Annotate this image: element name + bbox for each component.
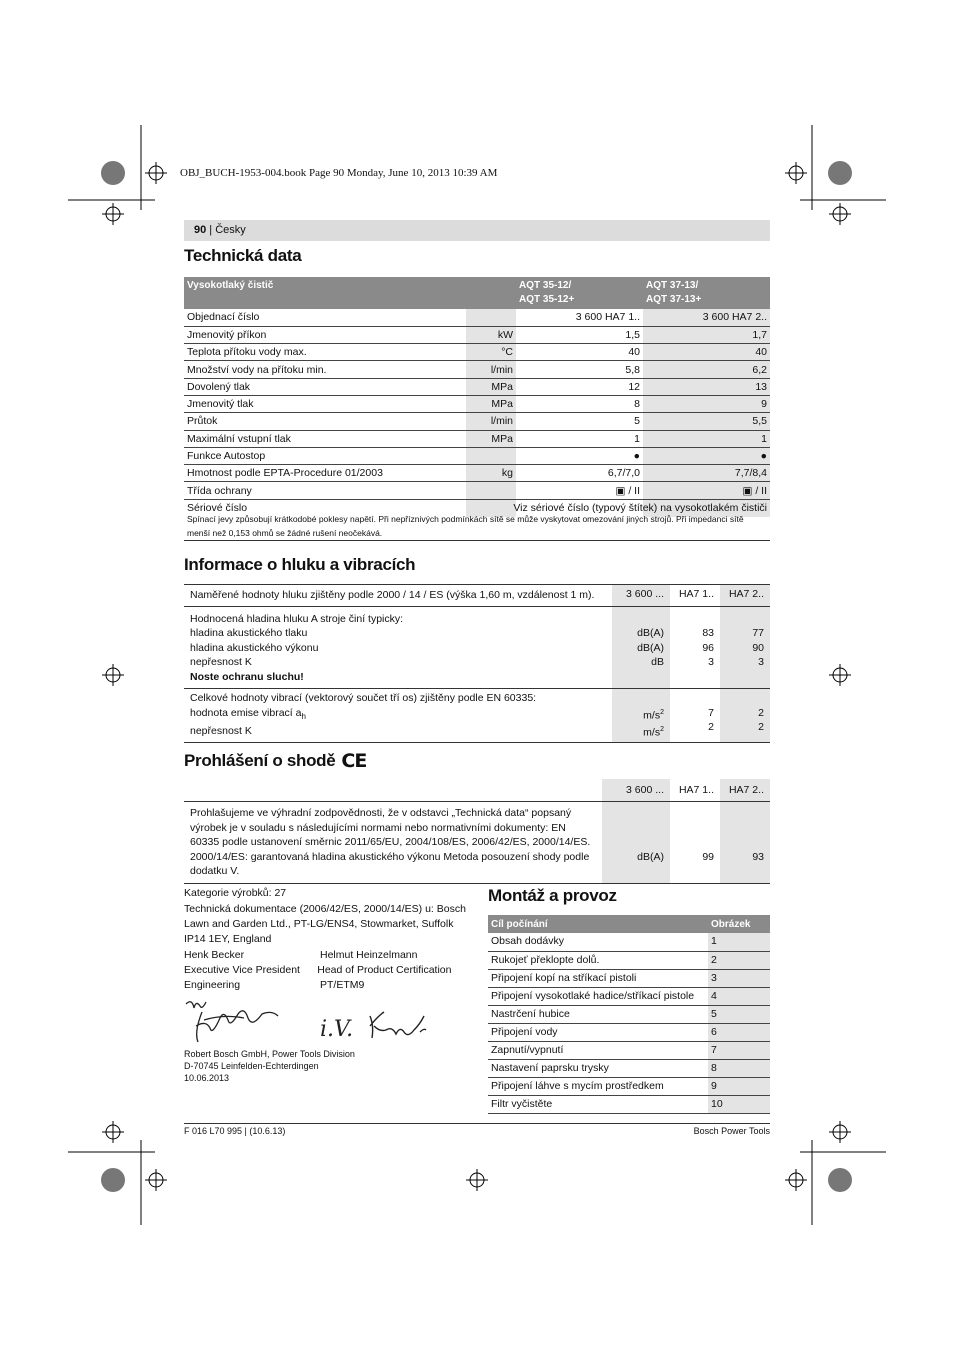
tech-row (184, 378, 770, 395)
noise-head: Naměřené hodnoty hluku zjištěny podle 2000 / 14 / ES (výška 1,60 m, vzdálenost 1 m). (190, 589, 595, 601)
tech-row (184, 326, 770, 343)
montaz-row (488, 987, 770, 1005)
tech-row (184, 482, 770, 499)
signatory-2-name: Helmut Heinzelmann (320, 949, 418, 961)
divider (184, 540, 770, 541)
noise-unit: dB(A) (637, 627, 664, 639)
signatory-2-dept: PT/ETM9 (320, 979, 365, 991)
noise-value: 83 (702, 627, 714, 639)
vib-line: hodnota emise vibrací a (190, 706, 302, 719)
vib-sup: 2 (660, 708, 664, 716)
montaz-row-figure: 2 (708, 951, 770, 969)
noise-col-1: 3 600 ... (612, 585, 670, 607)
decl-date: 10.06.2013 (184, 1073, 230, 1083)
noise-col-2: HA7 1.. (678, 588, 714, 600)
tech-row-unit (466, 447, 516, 464)
noise-unit: dB(A) (637, 641, 664, 654)
hearing-warning: Noste ochranu sluchu! (190, 670, 304, 683)
vib-value: 2 (758, 721, 764, 733)
tech-row (184, 344, 770, 361)
decl-unit: dB(A) (602, 802, 670, 884)
serial-value: Viz sériové číslo (typový štítek) na vysokotlakém čističi (466, 499, 770, 516)
tech-row-label: Dovolený tlak (184, 378, 466, 395)
tech-row-value-1: 6,7/7,0 (516, 465, 643, 482)
tech-row-label: Teplota přítoku vody max. (184, 344, 466, 361)
tech-row-unit: °C (466, 344, 516, 361)
montaz-title: Montáž a provoz (488, 886, 617, 905)
tech-row-unit (466, 482, 516, 499)
montaz-row (488, 1095, 770, 1113)
tech-row-value-1: 12 (516, 378, 643, 395)
ce-mark-icon: CE (341, 750, 367, 772)
tech-row-unit: kg (466, 465, 516, 482)
tech-row-label: Jmenovitý tlak (184, 395, 466, 412)
signatory-1-dept: Engineering (184, 979, 241, 991)
tech-row-value-2: 40 (643, 344, 770, 361)
tech-docs: Technická dokumentace (2006/42/ES, 2000/14/ES) u: Bosch Lawn and Garden Ltd., PT-LG/ENS4, Stowmarket, Suffolk IP14 1EY, England (184, 903, 466, 945)
signatory-1-name: Henk Becker (184, 949, 245, 961)
tech-row (184, 309, 770, 326)
tech-row (184, 361, 770, 378)
tech-row-value-1: 8 (516, 395, 643, 412)
montaz-row (488, 1059, 770, 1077)
addr-line: Robert Bosch GmbH, Power Tools Division (184, 1049, 355, 1059)
tech-row-value-2: 1,7 (643, 326, 770, 343)
tech-row-value-2: 3 600 HA7 2.. (643, 309, 770, 326)
montaz-row (488, 1023, 770, 1041)
tech-row-value-2: 5,5 (643, 413, 770, 430)
vib-line: Celkové hodnoty vibrací (vektorový součet tří os) zjištěny podle EN 60335: (190, 692, 537, 704)
tech-row-value-1: 5 (516, 413, 643, 430)
signatures-image (184, 998, 454, 1046)
tech-row-value-2: 6,2 (643, 361, 770, 378)
tech-row (184, 447, 770, 464)
page-number: 90 (194, 224, 207, 236)
tech-row-label: Třída ochrany (184, 482, 466, 499)
montaz-row (488, 933, 770, 951)
noise-title: Informace o hluku a vibracích (184, 555, 416, 574)
decl-col-1: 3 600 ... (602, 779, 670, 802)
tech-row-label: Množství vody na přítoku min. (184, 361, 466, 378)
tech-row-unit: kW (466, 326, 516, 343)
noise-value: 77 (752, 627, 764, 639)
montaz-row-label: Připojení láhve s mycím prostředkem (488, 1077, 708, 1095)
montaz-row-label: Zapnutí/vypnutí (488, 1041, 708, 1059)
montaz-row-label: Rukojeť překlopte dolů. (488, 951, 708, 969)
montaz-row-figure: 5 (708, 1005, 770, 1023)
montaz-row-label: Připojení vysokotlaké hadice/stříkací pistole (488, 987, 708, 1005)
addr-line: D-70745 Leinfelden-Echterdingen (184, 1061, 319, 1071)
tech-row-unit: MPa (466, 395, 516, 412)
montaz-row-figure: 7 (708, 1041, 770, 1059)
noise-unit: dB (651, 656, 664, 668)
montaz-row-figure: 8 (708, 1059, 770, 1077)
montaz-row-label: Připojení vody (488, 1023, 708, 1041)
montaz-row-figure: 10 (708, 1095, 770, 1113)
tech-row (184, 413, 770, 430)
declaration-details (184, 886, 474, 993)
tech-row-unit: MPa (466, 430, 516, 447)
noise-value: 3 (758, 656, 764, 668)
montaz-row (488, 1041, 770, 1059)
tech-row-value-2: ● (643, 447, 770, 464)
tech-row (184, 430, 770, 447)
montaz-row-label: Nastavení paprsku trysky (488, 1059, 708, 1077)
decl-value: 93 (720, 802, 770, 884)
montaz-row-label: Nastrčení hubice (488, 1005, 708, 1023)
montaz-row-label: Obsah dodávky (488, 933, 708, 951)
tech-row-unit: MPa (466, 378, 516, 395)
vib-value: 2 (758, 706, 764, 719)
montaz-row (488, 951, 770, 969)
tech-row (184, 395, 770, 412)
footer-doc-code: F 016 L70 995 | (10.6.13) (184, 1126, 286, 1136)
montaz-row-figure: 3 (708, 969, 770, 987)
language-label: Česky (215, 224, 246, 236)
footer-brand: Bosch Power Tools (693, 1126, 770, 1136)
vib-unit: m/s (643, 709, 661, 721)
decl-heading (184, 750, 366, 772)
montaz-row (488, 1077, 770, 1095)
tech-data-title: Technická data (184, 246, 302, 265)
decl-title: Prohlášení o shodě (184, 751, 336, 770)
noise-value: 3 (708, 656, 714, 668)
montaz-row-label: Filtr vyčistěte (488, 1095, 708, 1113)
montaz-row-figure: 9 (708, 1077, 770, 1095)
tech-row-unit: l/min (466, 413, 516, 430)
tech-row-value-2: ▣ / II (643, 482, 770, 499)
company-address (184, 1048, 355, 1084)
footer-rule (184, 1123, 770, 1124)
noise-value: 96 (702, 641, 714, 654)
tech-row-value-1: 1,5 (516, 326, 643, 343)
tech-row-value-1: 1 (516, 430, 643, 447)
print-info-line: OBJ_BUCH-1953-004.book Page 90 Monday, June 10, 2013 10:39 AM (180, 167, 498, 179)
tech-col-label: Vysokotlaký čistič (184, 277, 516, 309)
noise-line: Hodnocená hladina hluku A stroje činí typicky: (190, 612, 404, 625)
montaz-row-label: Připojení kopí na stříkací pistoli (488, 969, 708, 987)
vib-value: 2 (708, 721, 714, 733)
tech-row-value-2: 9 (643, 395, 770, 412)
page-header: 90 | Česky (184, 220, 770, 241)
montaz-row (488, 969, 770, 987)
vib-line: nepřesnost K (190, 725, 252, 738)
tech-row-value-1: ● (516, 447, 643, 464)
tech-data-table (184, 277, 770, 517)
signature-iv: i.V. (320, 1017, 354, 1042)
tech-row (184, 465, 770, 482)
tech-row-value-1: 40 (516, 344, 643, 361)
noise-table (184, 584, 770, 743)
decl-text: Prohlašujeme ve výhradní zodpovědnosti, že v odstavci „Technická data“ popsaný výrobek je v souladu s následujícími normami nebo normativními dokumenty: EN 60335 podle ustanovení směrnic 2011/65/EU, 2004/108/ES, 2006/42/ES, 2000/14/ES. 2000/14/ES: garantovaná hladina akustického výkonu Metoda posouzení shody podle dodatku V. (190, 807, 591, 877)
noise-line: hladina akustického tlaku (190, 627, 308, 639)
tech-row-value-1: 5,8 (516, 361, 643, 378)
montaz-col-goal: Cíl počínání (488, 915, 708, 933)
vib-sup: 2 (660, 725, 664, 733)
tech-row-unit (466, 309, 516, 326)
noise-line: nepřesnost K (190, 656, 252, 668)
noise-col-3: HA7 2.. (720, 585, 770, 607)
signatory-2-role: Head of Product Certification (317, 964, 452, 976)
tech-row-label: Funkce Autostop (184, 447, 466, 464)
signatory-1-role: Executive Vice President (184, 964, 300, 976)
tech-row-value-2: 7,7/8,4 (643, 465, 770, 482)
tech-row-value-2: 13 (643, 378, 770, 395)
tech-model-1: AQT 35-12/ AQT 35-12+ (516, 277, 643, 309)
tech-row-label: Jmenovitý příkon (184, 326, 466, 343)
tech-row-value-1: ▣ / II (516, 482, 643, 499)
decl-value: 99 (702, 851, 714, 863)
montaz-row-figure: 1 (708, 933, 770, 951)
noise-value: 90 (752, 641, 764, 654)
tech-row-value-2: 1 (643, 430, 770, 447)
montaz-row (488, 1005, 770, 1023)
decl-col-2: HA7 1.. (678, 784, 714, 796)
montaz-row-figure: 6 (708, 1023, 770, 1041)
montaz-row-figure: 4 (708, 987, 770, 1005)
tech-row-label: Objednací číslo (184, 309, 466, 326)
montaz-table (488, 915, 770, 1114)
vib-unit: m/s (643, 726, 661, 738)
noise-line: hladina akustického výkonu (190, 641, 319, 654)
vib-value: 7 (708, 706, 714, 719)
tech-row-unit: l/min (466, 361, 516, 378)
decl-col-3: HA7 2.. (720, 779, 770, 802)
serial-label: Sériové číslo (187, 502, 248, 515)
product-category: Kategorie výrobků: 27 (184, 887, 287, 899)
tech-model-2: AQT 37-13/ AQT 37-13+ (643, 277, 770, 309)
tech-row-label: Hmotnost podle EPTA-Procedure 01/2003 (184, 465, 466, 482)
vib-sub: h (301, 711, 306, 721)
tech-row-label: Průtok (184, 413, 466, 430)
tech-row-label: Maximální vstupní tlak (184, 430, 466, 447)
tech-note: Spínací jevy způsobují krátkodobé poklesy napětí. Při nepříznivých podmínkách sítě se může vyskytovat omezování jiných strojů. Při impedanci sítě menší než 0,153 ohmů se žádné rušení neočekává. (187, 514, 744, 538)
tech-row-value-1: 3 600 HA7 1.. (516, 309, 643, 326)
decl-table (184, 779, 770, 884)
montaz-col-figure: Obrázek (708, 915, 770, 933)
